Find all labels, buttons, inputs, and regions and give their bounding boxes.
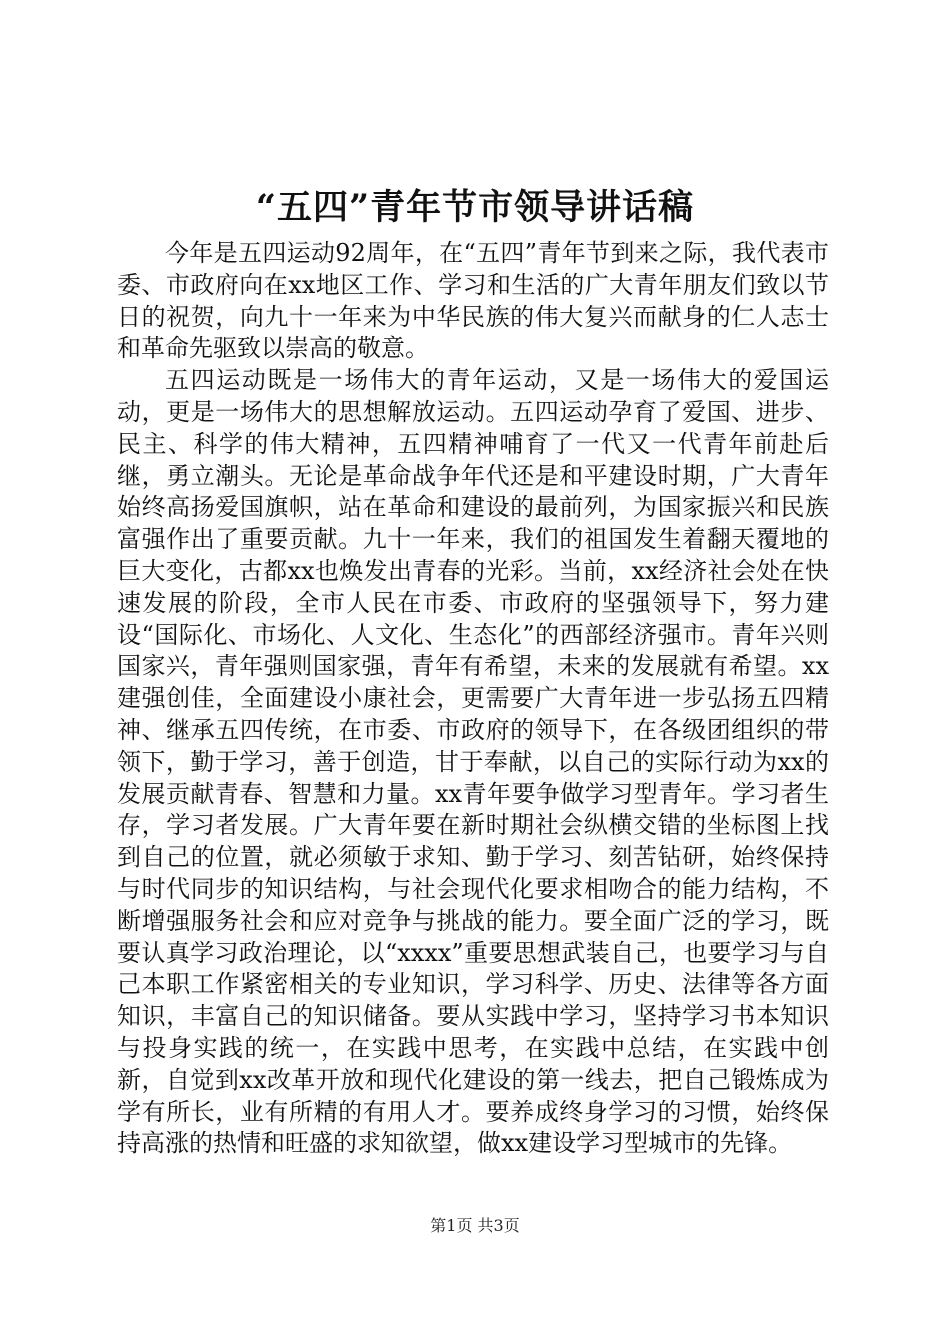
paragraph-2: 五四运动既是一场伟大的青年运动，又是一场伟大的爱国运动，更是一场伟大的思想解放运动。五四运动孕育了爱国、进步、民主、科学的伟大精神，五四精神哺育了一代又一代青年前赴后继，勇立潮头。无论是革命战争年代还是和平建设时期，广大青年始终高扬爱国旗帜，站在革命和建设的最前列，为国家振兴和民族富强作出了重要贡献。九十一年来，我们的祖国发生着翻天覆地的巨大变化，古都xx也焕发出青春的光彩。当前，xx经济社会处在快速发展的阶段，全市人民在市委、市政府的坚强领导下，努力建设“国际化、市场化、人文化、生态化”的西部经济强市。青年兴则国家兴，青年强则国家强，青年有希望，未来的发展就有希望。xx建强创佳，全面建设小康社会，更需要广大青年进一步弘扬五四精神、继承五四传统，在市委、市政府的领导下，在各级团组织的带领下，勤于学习，善于创造，甘于奉献，以自己的实际行动为xx的发展贡献青春、智慧和力量。xx青年要争做学习型青年。学习者生存，学习者发展。广大青年要在新时期社会纵横交错的坐标图上找到自己的位置，就必须敏于求知、勤于学习、刻苦钻研，始终保持与时代同步的知识结构，与社会现代化要求相吻合的能力结构，不断增强服务社会和应对竞争与挑战的能力。要全面广泛的学习，既要认真学习政治理论，以“xxxx”重要思想武装自己，也要学习与自己本职工作紧密相关的专业知识，学习科学、历史、法律等各方面知识，丰富自己的知识储备。要从实践中学习，坚持学习书本知识与投身实践的统一，在实践中思考，在实践中总结，在实践中创新，自觉到xx改革开放和现代化建设的第一线去，把自己锻炼成为学有所长，业有所精的有用人才。要养成终身学习的习惯，始终保持高涨的热情和旺盛的求知欲望，做xx建设学习型城市的先锋。 — [117, 366, 829, 1158]
page-number-indicator: 第1页 共3页 — [430, 1216, 520, 1235]
paragraph-1: 今年是五四运动92周年，在“五四”青年节到来之际，我代表市委、市政府向在xx地区工作、学习和生活的广大青年朋友们致以节日的祝贺，向九十一年来为中华民族的伟大复兴而献身的仁人志士和革命先驱致以崇高的敬意。 — [117, 239, 829, 363]
document-body — [117, 238, 829, 1160]
page-footer — [0, 1214, 950, 1238]
document-title: “五四”青年节市领导讲话稿 — [255, 187, 695, 228]
